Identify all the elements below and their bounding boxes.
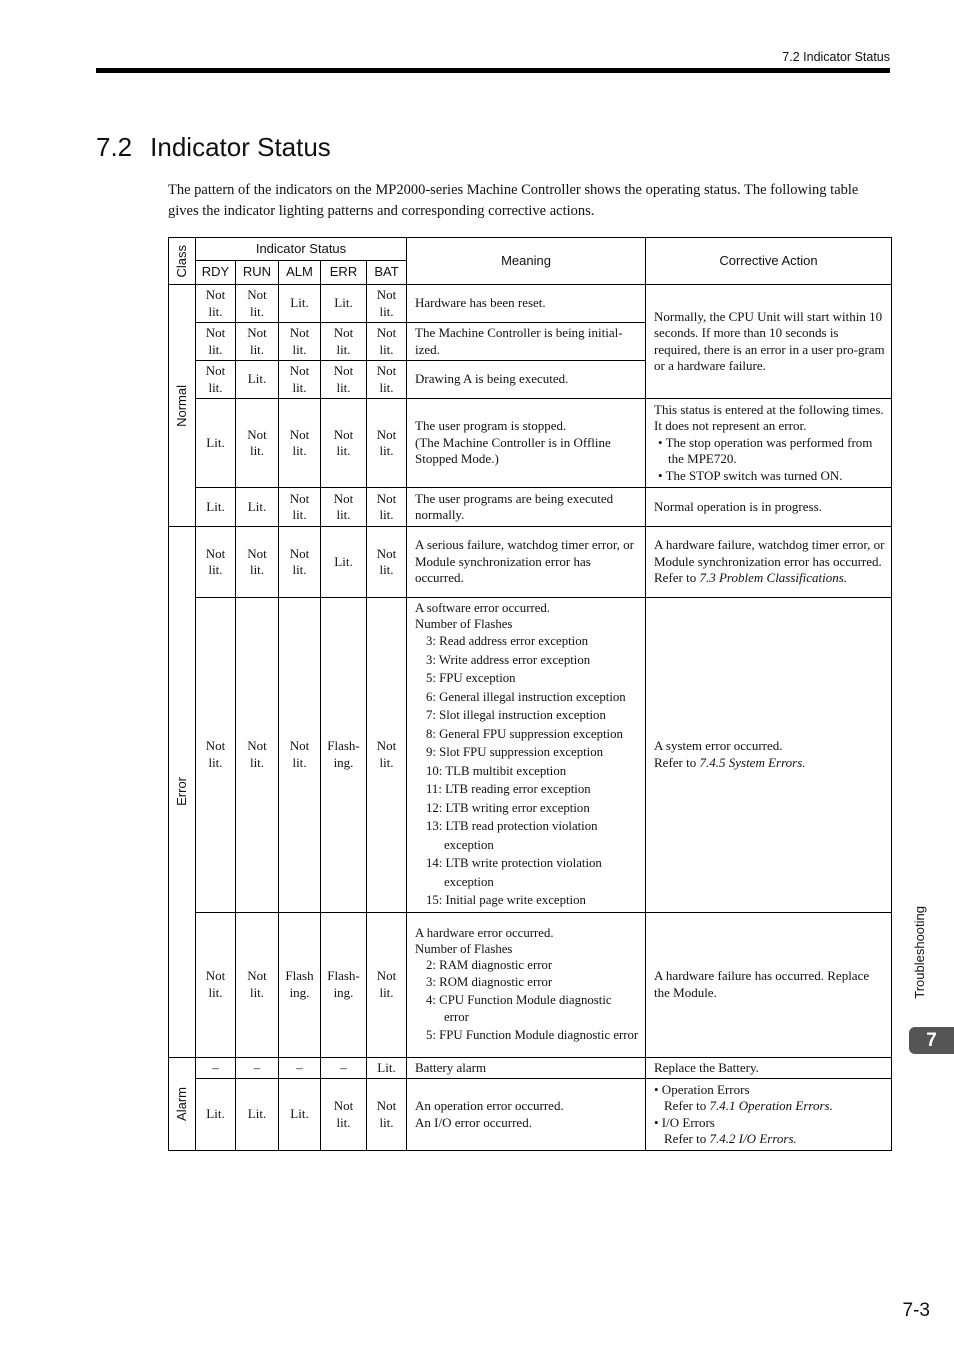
header-err: ERR <box>321 261 367 285</box>
list-item: 12: LTB writing error exception <box>426 800 590 815</box>
meaning-cell: Battery alarm <box>407 1057 646 1079</box>
status-err: Flash- ing. <box>321 912 367 1057</box>
list-item: 5: FPU exception <box>426 671 516 685</box>
reference-link: 7.3 Problem Classifications. <box>699 570 848 586</box>
action-cell: Normal operation is in progress. <box>646 488 892 527</box>
status-alm: Not lit. <box>279 488 321 527</box>
list-item: 3: Read address error exception <box>426 634 589 648</box>
status-alm: Not lit. <box>279 598 321 913</box>
meaning-cell: Drawing A is being executed. <box>407 361 646 399</box>
list-item: 13: LTB read protection violation exception <box>426 819 598 852</box>
header-indicator-status: Indicator Status <box>196 238 407 261</box>
status-run: Not lit. <box>236 323 279 361</box>
table-row <box>169 488 892 527</box>
status-rdy: Not lit. <box>196 912 236 1057</box>
status-run: Not lit. <box>236 598 279 913</box>
status-rdy: Not lit. <box>196 323 236 361</box>
header-alm: ALM <box>279 261 321 285</box>
header-meaning: Meaning <box>407 238 646 285</box>
status-bat: Not lit. <box>367 361 407 399</box>
status-alm: Not lit. <box>279 527 321 598</box>
status-bat: Not lit. <box>367 399 407 488</box>
class-normal: Normal <box>169 285 196 527</box>
action-cell: A hardware failure has occurred. Replace the Module. <box>646 912 892 1057</box>
status-alm: Flash ing. <box>279 912 321 1057</box>
status-alm: – <box>279 1057 321 1079</box>
status-alm: Not lit. <box>279 399 321 488</box>
list-item: 5: FPU Function Module diagnostic error <box>426 1027 639 1042</box>
list-item: 15: Initial page write exception <box>426 893 586 907</box>
status-rdy: – <box>196 1057 236 1079</box>
status-err: Not lit. <box>321 1079 367 1151</box>
class-error: Error <box>169 527 196 1058</box>
meaning-cell: A serious failure, watchdog timer error, or Module synchronization error has occurred. <box>407 527 646 598</box>
action-cell: • Operation Errors Refer to 7.4.1 Operation Errors. • I/O Errors Refer to 7.4.2 I/O Errors. <box>646 1079 892 1151</box>
action-cell: This status is entered at the following times. It does not represent an error. • The stop operation was performed from the MPE720. • The STOP switch was turned ON. <box>646 399 892 488</box>
status-rdy: Lit. <box>196 399 236 488</box>
list-item: 4: CPU Function Module diagnostic error <box>426 992 612 1025</box>
status-run: Lit. <box>236 488 279 527</box>
meaning-cell: A software error occurred. Number of Flashes 3: Read address error exception 3: Write address error exception 5: FPU exception 6: General illegal instruction exception 7: Slot illegal instruction exception 8: General FPU suppression exception 9: Slot FPU suppression exception 10: TLB multibit exception 11: LTB reading error exception 12: LTB writing error exception 13: LTB read protection violation exception 14: LTB write protection violation exception 15: Initial page write exception <box>407 598 646 913</box>
list-item: 11: LTB reading error exception <box>426 782 591 796</box>
status-rdy: Not lit. <box>196 598 236 913</box>
hardware-error-list <box>415 957 639 1045</box>
status-err: Flash- ing. <box>321 598 367 913</box>
indicator-status-table <box>168 237 892 1151</box>
section-title <box>96 132 331 163</box>
status-bat: Not lit. <box>367 912 407 1057</box>
running-header: 7.2 Indicator Status <box>782 50 890 64</box>
status-bat: Not lit. <box>367 323 407 361</box>
list-item: 2: RAM diagnostic error <box>426 957 553 972</box>
header-bat: BAT <box>367 261 407 285</box>
table-row <box>169 1079 892 1151</box>
action-cell: A system error occurred. Refer to 7.4.5 System Errors. <box>646 598 892 913</box>
reference-link: 7.4.2 I/O Errors. <box>709 1131 797 1146</box>
status-err: Lit. <box>321 527 367 598</box>
list-item: 3: Write address error exception <box>426 652 591 667</box>
header-rdy: RDY <box>196 261 236 285</box>
table-row <box>169 527 892 598</box>
table-row <box>169 912 892 1057</box>
list-item: 10: TLB multibit exception <box>426 763 567 778</box>
status-err: Not lit. <box>321 361 367 399</box>
reference-link: 7.4.1 Operation Errors. <box>709 1098 833 1113</box>
header-run: RUN <box>236 261 279 285</box>
status-rdy: Not lit. <box>196 361 236 399</box>
status-bat: Not lit. <box>367 598 407 913</box>
meaning-cell: A hardware error occurred. Number of Flashes 2: RAM diagnostic error 3: ROM diagnostic error 4: CPU Function Module diagnostic error 5: FPU Function Module diagnostic error <box>407 912 646 1057</box>
status-run: Not lit. <box>236 285 279 323</box>
status-run: – <box>236 1057 279 1079</box>
status-bat: Not lit. <box>367 1079 407 1151</box>
status-err: Not lit. <box>321 488 367 527</box>
page-number: 7-3 <box>902 1300 930 1321</box>
chapter-tab: 7 <box>909 1027 954 1054</box>
status-err: – <box>321 1057 367 1079</box>
meaning-cell: The Machine Controller is being initial- ized. <box>407 323 646 361</box>
header-corrective-action: Corrective Action <box>646 238 892 285</box>
status-run: Not lit. <box>236 527 279 598</box>
status-alm: Lit. <box>279 285 321 323</box>
meaning-cell: An operation error occurred. An I/O error occurred. <box>407 1079 646 1151</box>
list-item: 6: General illegal instruction exception <box>426 689 626 704</box>
header-rule <box>96 68 890 73</box>
section-title-text: Indicator Status <box>150 132 331 162</box>
status-bat: Not lit. <box>367 488 407 527</box>
intro-paragraph: The pattern of the indicators on the MP2000-series Machine Controller shows the operating status. The following table gives the indicator lighting patterns and corresponding corrective actions. <box>168 182 859 219</box>
status-run: Lit. <box>236 361 279 399</box>
status-bat: Not lit. <box>367 527 407 598</box>
list-item: 3: ROM diagnostic error <box>426 975 553 990</box>
meaning-cell: The user programs are being executed normally. <box>407 488 646 527</box>
list-item: 8: General FPU suppression exception <box>426 726 623 741</box>
list-item: 14: LTB write protection violation exception <box>426 856 602 889</box>
header-class: Class <box>169 238 196 285</box>
action-cell: Normally, the CPU Unit will start within 10 seconds. If more than 10 seconds is required, there is an error in a user pro-gram or a hardware failure. <box>646 285 892 399</box>
status-rdy: Lit. <box>196 488 236 527</box>
table-row <box>169 598 892 913</box>
class-alarm: Alarm <box>169 1057 196 1151</box>
software-error-list <box>415 632 639 910</box>
status-err: Lit. <box>321 285 367 323</box>
status-rdy: Not lit. <box>196 285 236 323</box>
status-bat: Not lit. <box>367 285 407 323</box>
section-number: 7.2 <box>96 132 133 162</box>
status-err: Not lit. <box>321 323 367 361</box>
status-alm: Not lit. <box>279 323 321 361</box>
chapter-side-label: Troubleshooting <box>911 906 927 999</box>
status-alm: Lit. <box>279 1079 321 1151</box>
meaning-cell: Hardware has been reset. <box>407 285 646 323</box>
status-rdy: Lit. <box>196 1079 236 1151</box>
status-bat: Lit. <box>367 1057 407 1079</box>
status-alm: Not lit. <box>279 361 321 399</box>
action-cell: Replace the Battery. <box>646 1057 892 1079</box>
table-row <box>169 285 892 323</box>
status-err: Not lit. <box>321 399 367 488</box>
status-run: Not lit. <box>236 912 279 1057</box>
list-item: 9: Slot FPU suppression exception <box>426 745 604 759</box>
status-run: Lit. <box>236 1079 279 1151</box>
action-cell: A hardware failure, watchdog timer error, or Module synchronization error has occurred. Refer to 7.3 Problem Classifications. <box>646 527 892 598</box>
reference-link: 7.4.5 System Errors. <box>699 754 806 770</box>
table-row <box>169 1057 892 1079</box>
table-row <box>169 399 892 488</box>
list-item: 7: Slot illegal instruction exception <box>426 708 606 722</box>
status-run: Not lit. <box>236 399 279 488</box>
status-rdy: Not lit. <box>196 527 236 598</box>
meaning-cell: The user program is stopped. (The Machine Controller is in Offline Stopped Mode.) <box>407 399 646 488</box>
